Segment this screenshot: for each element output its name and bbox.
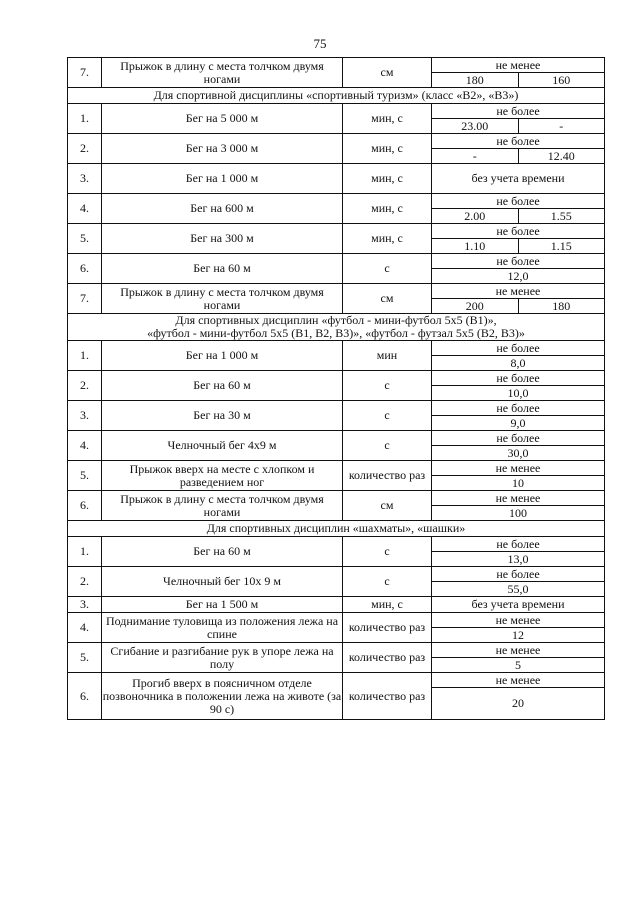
exercise-name: Прыжок в длину с места толчком двумя ногами [102,58,343,88]
table-row [68,491,605,521]
norm-value-1: 12 [512,627,524,642]
norm-values [432,688,604,719]
norm-value [432,537,605,567]
row-number: 1. [68,104,102,134]
standards-table-body [68,58,605,720]
table-row [68,224,605,254]
norm-value-1: 1.10 [464,238,486,253]
exercise-name: Бег на 1 000 м [102,341,343,371]
norm-value [432,284,605,314]
norm-value-1: 20 [512,696,524,710]
table-row [68,401,605,431]
norm-condition: не более [432,224,604,239]
norm-block [432,401,604,430]
norm-value [432,401,605,431]
row-number: 2. [68,567,102,597]
exercise-name: Бег на 3 000 м [102,134,343,164]
row-number: 2. [68,371,102,401]
norm-value-1: - [472,148,477,163]
exercise-name: Бег на 600 м [102,194,343,224]
row-number: 7. [68,58,102,88]
exercise-name: Челночный бег 4х9 м [102,431,343,461]
table-row [68,194,605,224]
norm-values [432,386,604,400]
norm-values [432,582,604,596]
norm-block [432,224,604,253]
row-number: 1. [68,537,102,567]
exercise-name: Бег на 300 м [102,224,343,254]
exercise-name: Бег на 5 000 м [102,104,343,134]
norm-condition: не более [432,104,604,119]
norm-values [432,119,604,133]
norm-value-2: 12.40 [518,149,605,163]
norm-value-2: 1.55 [518,209,605,223]
unit: количество раз [343,461,432,491]
exercise-name: Бег на 60 м [102,254,343,284]
standards-table [67,57,605,720]
table-row [68,134,605,164]
norm-value-1: 30,0 [507,445,529,460]
norm-condition: не более [432,134,604,149]
norm-value-2: - [518,119,605,133]
norm-values [432,416,604,430]
norm-condition: не менее [432,461,604,476]
norm-block [432,431,604,460]
norm-value-1: 8,0 [510,355,526,370]
row-number: 6. [68,673,102,720]
norm-block [432,673,604,719]
unit: с [343,371,432,401]
norm-condition: не более [432,341,604,356]
exercise-name: Поднимание туловища из положения лежа на спине [102,613,343,643]
norm-condition: не более [432,371,604,386]
norm-values [432,269,604,283]
norm-value [432,134,605,164]
norm-block [432,341,604,370]
section-heading: Для спортивной дисциплины «спортивный туризм» (класс «В2», «В3») [68,88,605,104]
row-number: 1. [68,341,102,371]
norm-values [432,476,604,490]
norm-condition: не более [432,254,604,269]
norm-value-1: 5 [515,657,521,672]
norm-condition: не более [432,431,604,446]
norm-values [432,628,604,642]
norm-value-1: 10 [512,475,524,490]
unit: количество раз [343,613,432,643]
norm-value [432,224,605,254]
norm-block [432,567,604,596]
row-number: 4. [68,431,102,461]
norm-value-1: 100 [509,505,527,520]
exercise-name: Бег на 1 500 м [102,597,343,613]
norm-block [432,491,604,520]
exercise-name: Прыжок в длину с места толчком двумя ногами [102,491,343,521]
norm-value [432,431,605,461]
norm-values [432,149,604,163]
table-row [68,254,605,284]
norm-value: без учета времени [432,164,605,194]
row-number: 2. [68,134,102,164]
norm-condition: не более [432,401,604,416]
table-row [68,164,605,194]
norm-value [432,673,605,720]
norm-block [432,461,604,490]
norm-block [432,613,604,642]
section-heading [68,314,605,341]
section-row [68,521,605,537]
exercise-name: Бег на 60 м [102,371,343,401]
table-row [68,431,605,461]
norm-value [432,341,605,371]
row-number: 3. [68,164,102,194]
row-number: 5. [68,643,102,673]
section-row [68,314,605,341]
norm-value [432,104,605,134]
section-heading-line: Для спортивных дисциплин «футбол - мини-футбол 5х5 (В1)», [175,313,497,327]
exercise-name: Прогиб вверх в поясничном отделе позвоночника в положении лежа на животе (за 90 с) [102,673,343,720]
table-row [68,597,605,613]
row-number: 5. [68,461,102,491]
unit: мин, с [343,597,432,613]
norm-value-2: 1.15 [518,239,605,253]
unit: см [343,284,432,314]
unit: мин [343,341,432,371]
norm-value-1: 12,0 [507,268,529,283]
norm-condition: не менее [432,643,604,658]
norm-values [432,73,604,87]
table-row [68,284,605,314]
norm-value [432,567,605,597]
norm-block [432,643,604,672]
norm-value [432,491,605,521]
norm-condition: не менее [432,613,604,628]
row-number: 5. [68,224,102,254]
norm-condition: не менее [432,284,604,299]
section-row [68,88,605,104]
unit: мин, с [343,134,432,164]
table-row [68,673,605,720]
row-number: 4. [68,613,102,643]
unit: см [343,58,432,88]
unit: мин, с [343,164,432,194]
norm-value [432,254,605,284]
norm-block [432,284,604,313]
norm-block [432,371,604,400]
unit: мин, с [343,104,432,134]
exercise-name: Бег на 30 м [102,401,343,431]
norm-value [432,461,605,491]
norm-value-1: 23.00 [461,118,489,133]
unit: мин, с [343,194,432,224]
exercise-name: Сгибание и разгибание рук в упоре лежа на полу [102,643,343,673]
section-heading-line: «футбол - мини-футбол 5х5 (В1, В2, В3)», «футбол - футзал 5х5 (В2, В3)» [147,326,525,340]
row-number: 4. [68,194,102,224]
unit: мин, с [343,224,432,254]
row-number: 7. [68,284,102,314]
norm-values [432,552,604,566]
norm-value-1: 10,0 [507,385,529,400]
norm-value-1: 13,0 [507,551,529,566]
norm-value [432,643,605,673]
norm-values [432,446,604,460]
table-row [68,537,605,567]
norm-values [432,658,604,672]
norm-value-1: 2.00 [464,208,486,223]
norm-block [432,254,604,283]
norm-values [432,356,604,370]
norm-value-1: 55,0 [507,581,529,596]
exercise-name: Прыжок в длину с места толчком двумя ногами [102,284,343,314]
norm-block [432,194,604,223]
norm-value-1: 200 [465,298,484,313]
table-row [68,104,605,134]
norm-values [432,209,604,223]
exercise-name: Бег на 1 000 м [102,164,343,194]
table-row [68,371,605,401]
page-number: 75 [313,36,327,51]
norm-condition: не менее [432,491,604,506]
norm-value-2: 180 [518,299,605,313]
section-heading: Для спортивных дисциплин «шахматы», «шашки» [68,521,605,537]
unit: см [343,491,432,521]
norm-block [432,104,604,133]
norm-block [432,58,604,87]
norm-value: без учета времени [432,597,605,613]
norm-block [432,537,604,566]
norm-values [432,239,604,253]
table-row [68,567,605,597]
norm-condition: не менее [432,58,604,73]
row-number: 6. [68,491,102,521]
norm-condition: не менее [432,673,604,688]
norm-value [432,371,605,401]
table-row [68,461,605,491]
unit: с [343,254,432,284]
norm-values [432,506,604,520]
norm-value [432,613,605,643]
row-number: 3. [68,597,102,613]
unit: с [343,431,432,461]
exercise-name: Бег на 60 м [102,537,343,567]
norm-value [432,58,605,88]
exercise-name: Прыжок вверх на месте с хлопком и разведением ног [102,461,343,491]
table-row [68,613,605,643]
table-row [68,643,605,673]
norm-block [432,134,604,163]
norm-value-1: 9,0 [510,415,526,430]
norm-value [432,194,605,224]
table-row [68,341,605,371]
unit: с [343,401,432,431]
unit: количество раз [343,643,432,673]
norm-condition: не более [432,537,604,552]
norm-value-2: 160 [518,73,605,87]
unit: количество раз [343,673,432,720]
row-number: 3. [68,401,102,431]
row-number: 6. [68,254,102,284]
table-row [68,58,605,88]
unit: с [343,537,432,567]
norm-condition: не более [432,567,604,582]
unit: с [343,567,432,597]
norm-value-1: 180 [465,72,484,87]
exercise-name: Челночный бег 10х 9 м [102,567,343,597]
norm-condition: не более [432,194,604,209]
norm-values [432,299,604,313]
